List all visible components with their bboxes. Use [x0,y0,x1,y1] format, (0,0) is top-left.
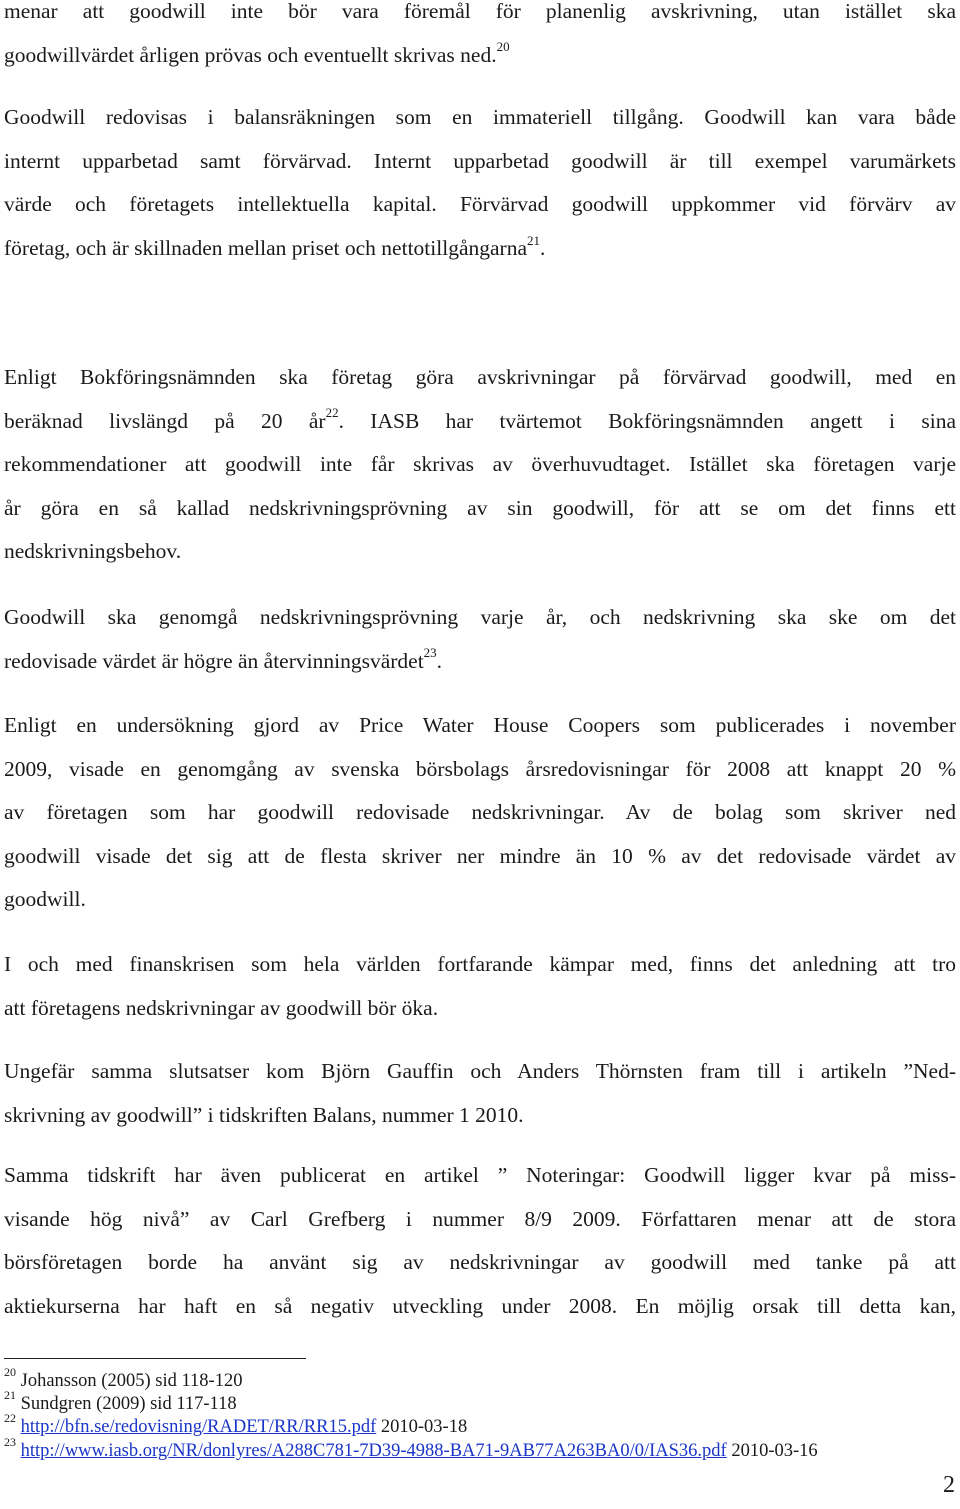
footnote-divider [4,1358,306,1359]
footnote-link[interactable]: http://www.iasb.org/NR/donlyres/A288C781-7D39-4988-BA71-9AB77A263BA0/0/IAS36.pdf [20,1441,727,1461]
text-line: goodwill visade det sig att de flesta skriver ner mindre än 10 % av det redovisade värdet av [4,843,956,868]
footnote-ref[interactable]: 20 [496,39,510,55]
paragraph-gauffin-thornsten [4,1050,956,1137]
page-number: 2 [943,1472,955,1498]
text-line: visande hög nivå” av Carl Grefberg i nummer 8/9 2009. Författaren menar att de stora [4,1206,956,1231]
text-line: skrivning av goodwill” i tidskriften Balans, nummer 1 2010. [4,1102,524,1127]
paragraph-financial-crisis [4,943,956,1030]
paragraph-bokforingsnamnden [4,356,956,574]
text-line: företag, och är skillnaden mellan priset och nettotillgångarna$^{21}$. [4,232,546,260]
text-line: Enligt en undersökning gjord av Price Water House Coopers som publicerades i november [4,713,956,737]
footnote-link[interactable]: http://bfn.se/redovisning/RADET/RR/RR15.pdf [20,1417,377,1437]
text-line: redovisade värdet är högre än återvinningsvärdet$^{23}$. [4,645,443,673]
text-line: goodwill. [4,887,86,912]
text-line: Goodwill redovisas i balansräkningen som en immateriell tillgång. Goodwill kan vara både [4,105,956,129]
text-line: aktiekurserna har haft en så negativ utveckling under 2008. En möjlig orsak till detta kan, [4,1293,956,1318]
text-line: värde och företagets intellektuella kapital. Förvärvad goodwill uppkommer vid förvärv av [4,192,956,217]
footnote-ref[interactable]: 22 [325,405,339,421]
text-line: Samma tidskrift har även publicerat en artikel ” Noteringar: Goodwill ligger kvar på miss- [4,1163,956,1187]
text-line: att företagens nedskrivningar av goodwill bör öka. [4,995,439,1020]
text-line: goodwillvärdet årligen prövas och eventuellt skrivas ned.$^{20}$ [4,39,510,67]
text-line: av företagen som har goodwill redovisade nedskrivningar. Av de bolag som skriver ned [4,800,956,825]
paragraph-goodwill-balance-sheet [4,96,956,270]
text-line: Ungefär samma slutsatser kom Björn Gauffin och Anders Thörnsten fram till i artikeln ”Ned- [4,1059,956,1083]
footnote: $^{22}$ http://bfn.se/redovisning/RADET/RR/RR15.pdf 2010-03-18 [4,1410,468,1437]
footnote-ref[interactable]: 21 [526,232,540,248]
paragraph-pwc-study [4,704,956,922]
text-line: 2009, visade en genomgång av svenska börsbolags årsredovisningar för 2008 att knappt 20 % [4,756,956,781]
text-line: nedskrivningsbehov. [4,539,182,564]
footnote-ref[interactable]: 23 [423,645,437,661]
footnote: $^{21}$ Sundgren (2009) sid 117-118 [4,1387,237,1414]
paragraph-grefberg [4,1154,956,1328]
text-line: Goodwill ska genomgå nedskrivningsprövning varje år, och nedskrivning ska ske om det [4,605,956,629]
text-line: börsföretagen borde ha använt sig av nedskrivningar av goodwill med tanke på att [4,1250,956,1275]
paragraph-goodwill-amortization [4,0,956,77]
text-line: år göra en så kallad nedskrivningsprövning av sin goodwill, för att se om det finns ett [4,495,956,520]
footnote: $^{23}$ http://www.iasb.org/NR/donlyres/A288C781-7D39-4988-BA71-9AB77A263BA0/0/IAS36.pdf 2010-03-16 [4,1434,818,1461]
text-line: internt upparbetad samt förvärvad. Internt upparbetad goodwill är till exempel varumärkets [4,148,956,173]
footnote: $^{20}$ Johansson (2005) sid 118-120 [4,1364,243,1391]
text-line: beräknad livslängd på 20 $år^{22}$. IASB har tvärtemot Bokföringsnämnden angett i sina [4,405,956,433]
paragraph-impairment-test [4,596,956,683]
text-line: I och med finanskrisen som hela världen fortfarande kämpar med, finns det anledning att tro [4,952,956,976]
text-line: Enligt Bokföringsnämnden ska företag göra avskrivningar på förvärvad goodwill, med en [4,365,956,389]
text-line: menar att goodwill inte bör vara föremål för planenlig avskrivning, utan istället ska [4,0,956,23]
text-line: rekommendationer att goodwill inte får skrivas av överhuvudtaget. Istället ska företagen varje [4,452,956,477]
